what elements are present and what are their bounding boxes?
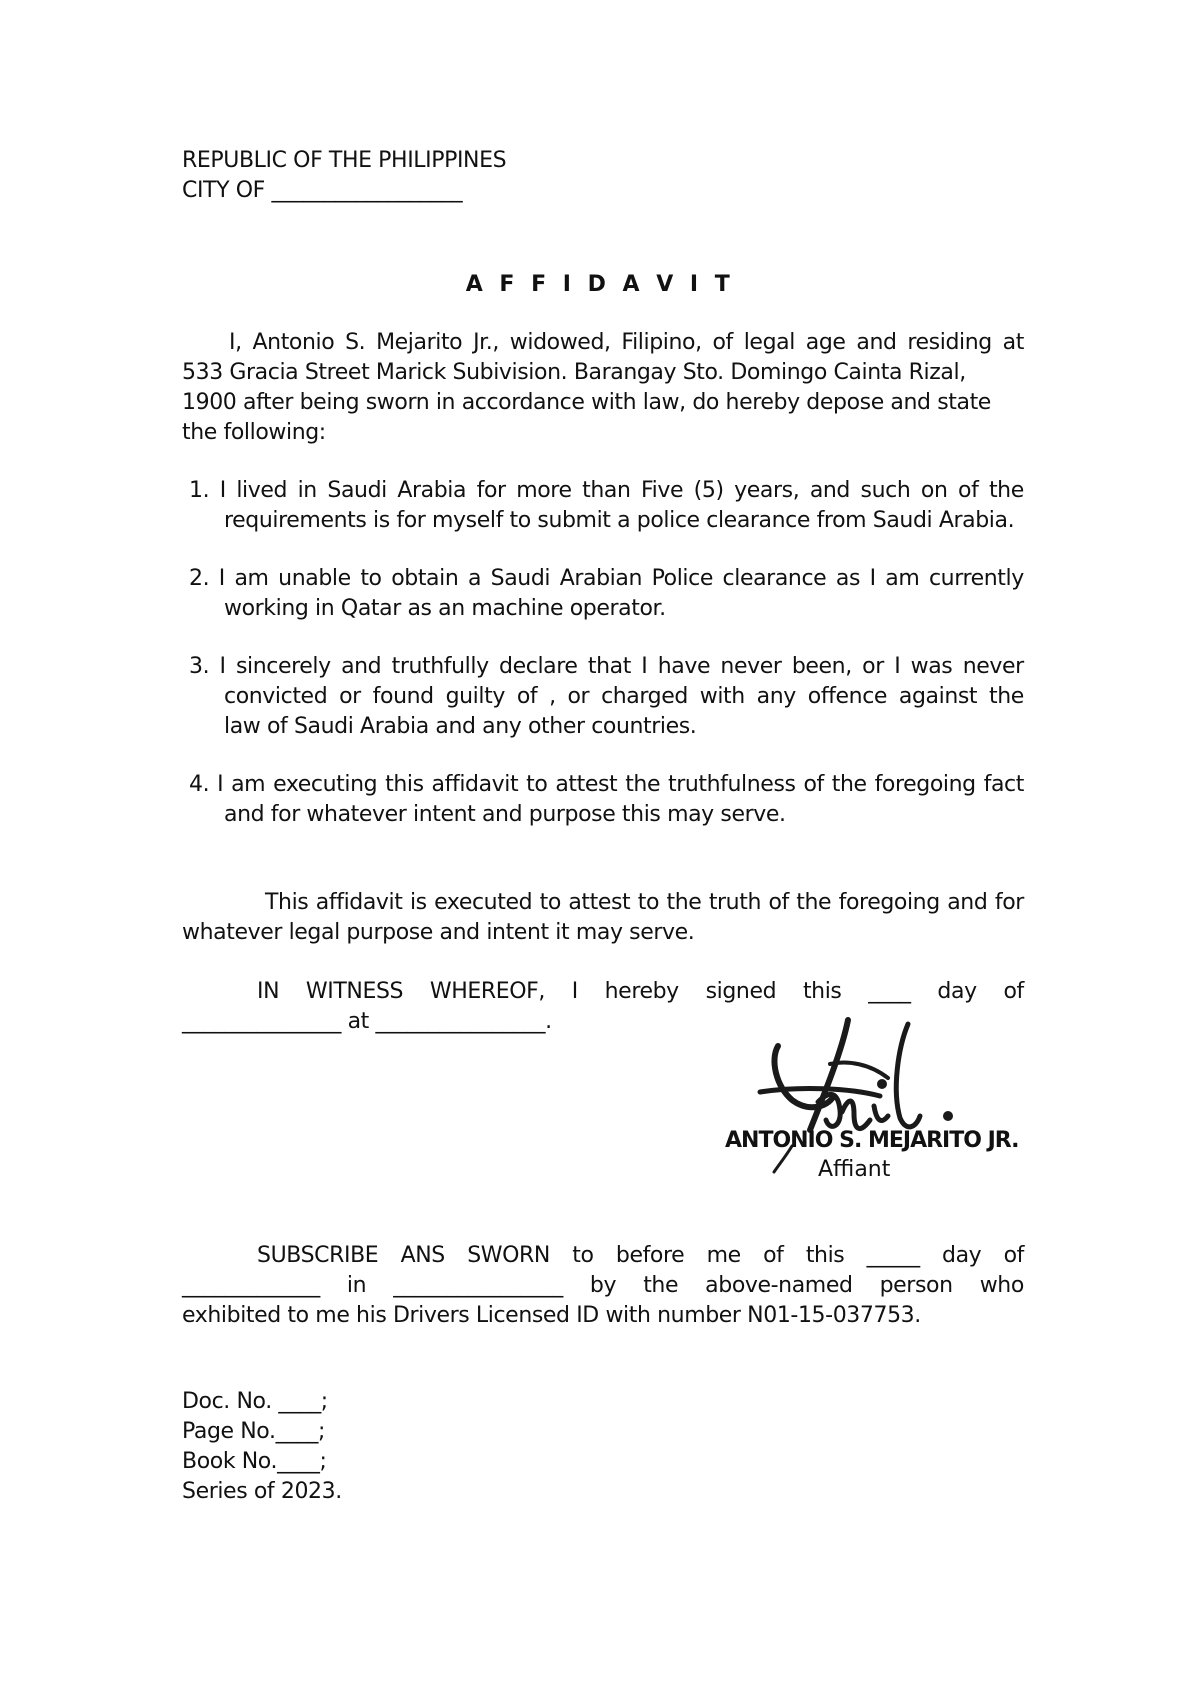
- jurat-line-2: _____________ in ________________ by the above-named person who: [182, 1273, 1024, 1298]
- item-4-line-1: 4. I am executing this affidavit to attest the truthfulness of the foregoing fact: [189, 772, 1024, 797]
- item-1-line-1: 1. I lived in Saudi Arabia for more than Five (5) years, and such on of the: [189, 478, 1024, 503]
- item-3-line-2: convicted or found guilty of , or charged with any offence against the: [224, 684, 1024, 709]
- witness-line-2: _______________ at ________________.: [182, 1009, 552, 1034]
- page-no: Page No.____;: [182, 1419, 325, 1444]
- item-3-line-3: law of Saudi Arabia and any other countries.: [224, 714, 697, 739]
- intro-line-3: 1900 after being sworn in accordance with law, do hereby depose and state: [182, 390, 991, 415]
- document-title: A F F I D A V I T: [465, 272, 735, 297]
- closing-line-2: whatever legal purpose and intent it may serve.: [182, 920, 695, 945]
- item-2-line-2: working in Qatar as an machine operator.: [224, 596, 666, 621]
- item-1-line-2: requirements is for myself to submit a police clearance from Saudi Arabia.: [224, 508, 1015, 533]
- jurat-line-3: exhibited to me his Drivers Licensed ID with number N01-15-037753.: [182, 1303, 921, 1328]
- witness-line-1: IN WITNESS WHEREOF, I hereby signed this ____ day of: [257, 979, 1024, 1004]
- affiant-name: ANTONIO S. MEJARITO JR.: [725, 1128, 1019, 1153]
- header-city: CITY OF __________________: [182, 178, 463, 203]
- jurat-line-1: SUBSCRIBE ANS SWORN to before me of this _____ day of: [257, 1243, 1024, 1268]
- affiant-label: Affiant: [818, 1157, 891, 1182]
- header-country: REPUBLIC OF THE PHILIPPINES: [182, 148, 507, 173]
- item-2-line-1: 2. I am unable to obtain a Saudi Arabian Police clearance as I am currently: [189, 566, 1024, 591]
- doc-no: Doc. No. ____;: [182, 1389, 328, 1414]
- book-no: Book No.____;: [182, 1449, 327, 1474]
- series: Series of 2023.: [182, 1479, 342, 1504]
- intro-line-4: the following:: [182, 420, 326, 445]
- closing-line-1: This affidavit is executed to attest to the truth of the foregoing and for: [265, 890, 1024, 915]
- item-3-line-1: 3. I sincerely and truthfully declare that I have never been, or I was never: [189, 654, 1024, 679]
- item-4-line-2: and for whatever intent and purpose this may serve.: [224, 802, 786, 827]
- intro-line-1: I, Antonio S. Mejarito Jr., widowed, Filipino, of legal age and residing at: [229, 330, 1024, 355]
- intro-line-2: 533 Gracia Street Marick Subivision. Barangay Sto. Domingo Cainta Rizal,: [182, 360, 966, 385]
